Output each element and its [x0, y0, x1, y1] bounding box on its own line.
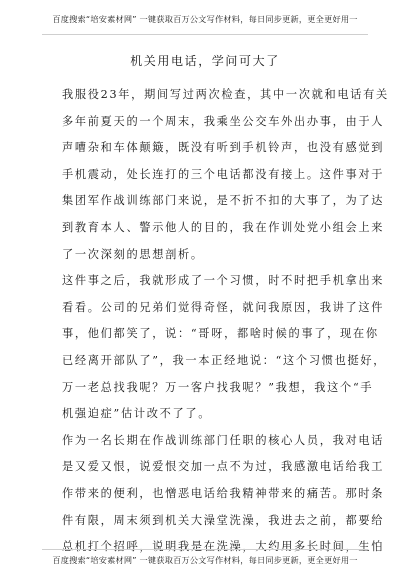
- body-line: 集团军作战训练部门来说，是不折不扣的大事了，为了达: [62, 194, 385, 208]
- footer-divider: [42, 549, 368, 550]
- body-line: 总机打个招呼，说明我是在洗澡，大约用多长时间，生怕: [62, 540, 385, 554]
- body-line: 我服役23年，期间写过两次检查，其中一次就和电话有关: [62, 88, 389, 101]
- body-line: 作为一名长期在作战训练部门任职的核心人员，我对电话: [62, 433, 385, 447]
- body-line: 看看。公司的兄弟们觉得奇怪，就问我原因，我讲了这件: [62, 300, 385, 314]
- body-line: 声嘈杂和车体颠簸，既没有听到手机铃声，也没有感觉到: [62, 141, 385, 155]
- header-divider: [42, 34, 368, 35]
- body-line: 作带来的便利，也憎恶电话给我精神带来的痛苦。那时条: [62, 486, 385, 500]
- header-ad-text: 百度搜索“培安素材网” 一键获取百万公文写作材料，每日同步更新，更全更好用一: [52, 14, 358, 24]
- body-line: 件有限，周末须到机关大澡堂洗澡，我进去之前，都要给: [62, 513, 385, 527]
- body-line: 万一老总找我呢？万一客户找我呢？”我想，我这个“手: [62, 380, 374, 394]
- body-line: 多年前夏天的一个周末，我乘坐公交车外出办事，由于人: [62, 114, 385, 128]
- body-line: 这件事之后，我就形成了一个习惯，时不时把手机拿出来: [62, 274, 385, 288]
- body-line: 到教育本人、警示他人的目的，我在作训处党小组会上来: [62, 220, 385, 234]
- body-line: 手机震动，处长连打的三个电话都没有接上。这件事对于: [62, 167, 385, 181]
- body-line: 事，他们都笑了，说：“哥呀，都啥时候的事了，现在你: [62, 327, 379, 341]
- document-title: 机关用电话，学问可大了: [130, 54, 280, 68]
- document-body: [62, 82, 389, 561]
- footer-ad-text: 百度搜索“培安素材网” 一键获取百万公文写作材料，每日同步更新，更全更好用一: [52, 555, 358, 565]
- body-line: 是又爱又恨，说爱恨交加一点不为过，我感激电话给我工: [62, 460, 385, 474]
- body-line: 了一次深刻的思想剖析。: [62, 247, 204, 261]
- body-line: 已经离开部队了”，我一本正经地说：“这个习惯也挺好，: [62, 353, 387, 367]
- body-line: 机强迫症”估计改不了了。: [62, 407, 212, 421]
